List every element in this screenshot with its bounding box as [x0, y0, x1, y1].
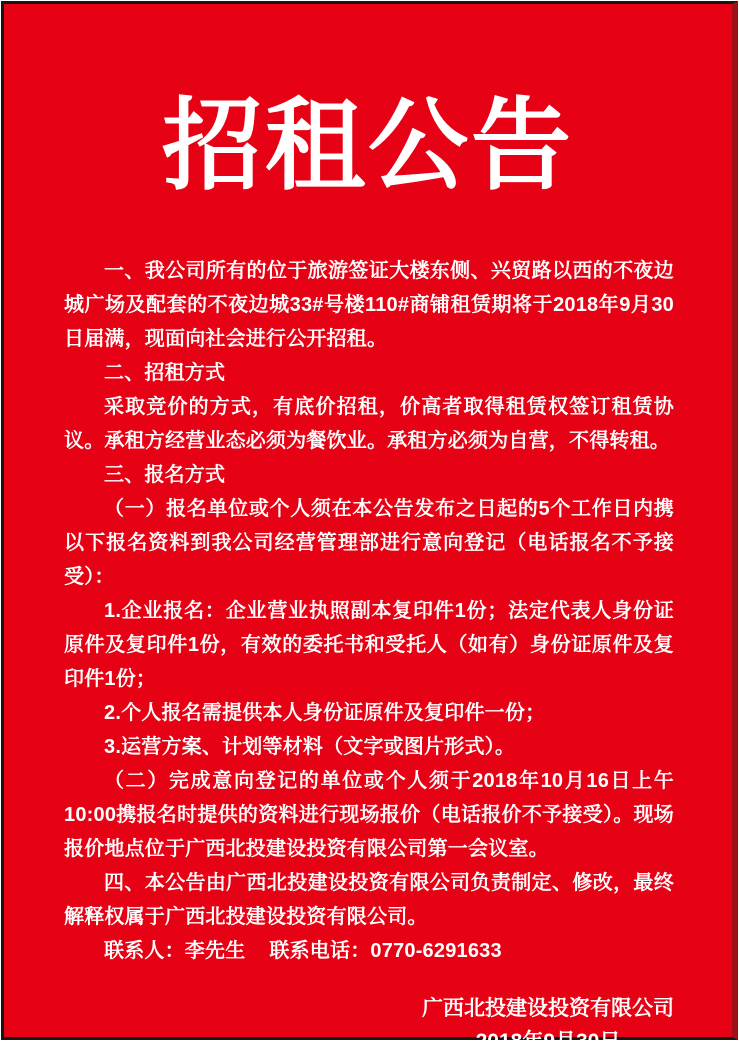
paragraph-registration: （一）报名单位或个人须在本公告发布之日起的5个工作日内携以下报名资料到我公司经营管理部进行意向登记（电话报名不予接受）：	[64, 498, 674, 588]
paragraph-individual-item: 2.个人报名需提供本人身份证原件及复印件一份；	[104, 702, 546, 724]
signature-block	[4, 992, 674, 1058]
paragraph-bidding: （二）完成意向登记的单位或个人须于2018年10月16日上午10:00携报名时提供的资料进行现场报价（电话报价不予接受）。现场报价地点位于广西北投建设投资有限公司第一会议室。	[64, 770, 674, 860]
signature-company: 广西北投建设投资有限公司	[422, 997, 674, 1020]
contact-line	[64, 934, 674, 968]
signature-date: 2018年9月30日	[475, 1030, 621, 1053]
poster-body	[64, 254, 674, 968]
contact-phone: 联系电话：0770-6291633	[269, 940, 502, 962]
contact-person: 联系人：李先生	[104, 940, 246, 962]
paragraph-section2: 采取竞价的方式，有底价招租，价高者取得租赁权签订租赁协议。承租方经营业态必须为餐饮业。承租方必须为自营，不得转租。	[64, 396, 674, 452]
heading-section2: 二、招租方式	[104, 362, 226, 384]
rental-notice-poster	[1, 1, 738, 1053]
paragraph-section4: 四、本公告由广西北投建设投资有限公司负责制定、修改，最终解释权属于广西北投建设投资有限公司。	[64, 872, 674, 928]
poster-title: 招租公告	[162, 91, 574, 202]
paragraph-plan-item: 3.运营方案、计划等材料（文字或图片形式）。	[104, 736, 516, 758]
paragraph-enterprise-item: 1.企业报名：企业营业执照副本复印件1份；法定代表人身份证原件及复印件1份，有效的委托书和受托人（如有）身份证原件及复印件1份；	[64, 600, 674, 690]
heading-section3: 三、报名方式	[104, 464, 226, 486]
signature-inner	[422, 992, 674, 1058]
paragraph-section1: 一、我公司所有的位于旅游签证大楼东侧、兴贸路以西的不夜边城广场及配套的不夜边城33#号楼110#商铺租赁期将于2018年9月30日届满，现面向社会进行公开招租。	[64, 260, 674, 350]
